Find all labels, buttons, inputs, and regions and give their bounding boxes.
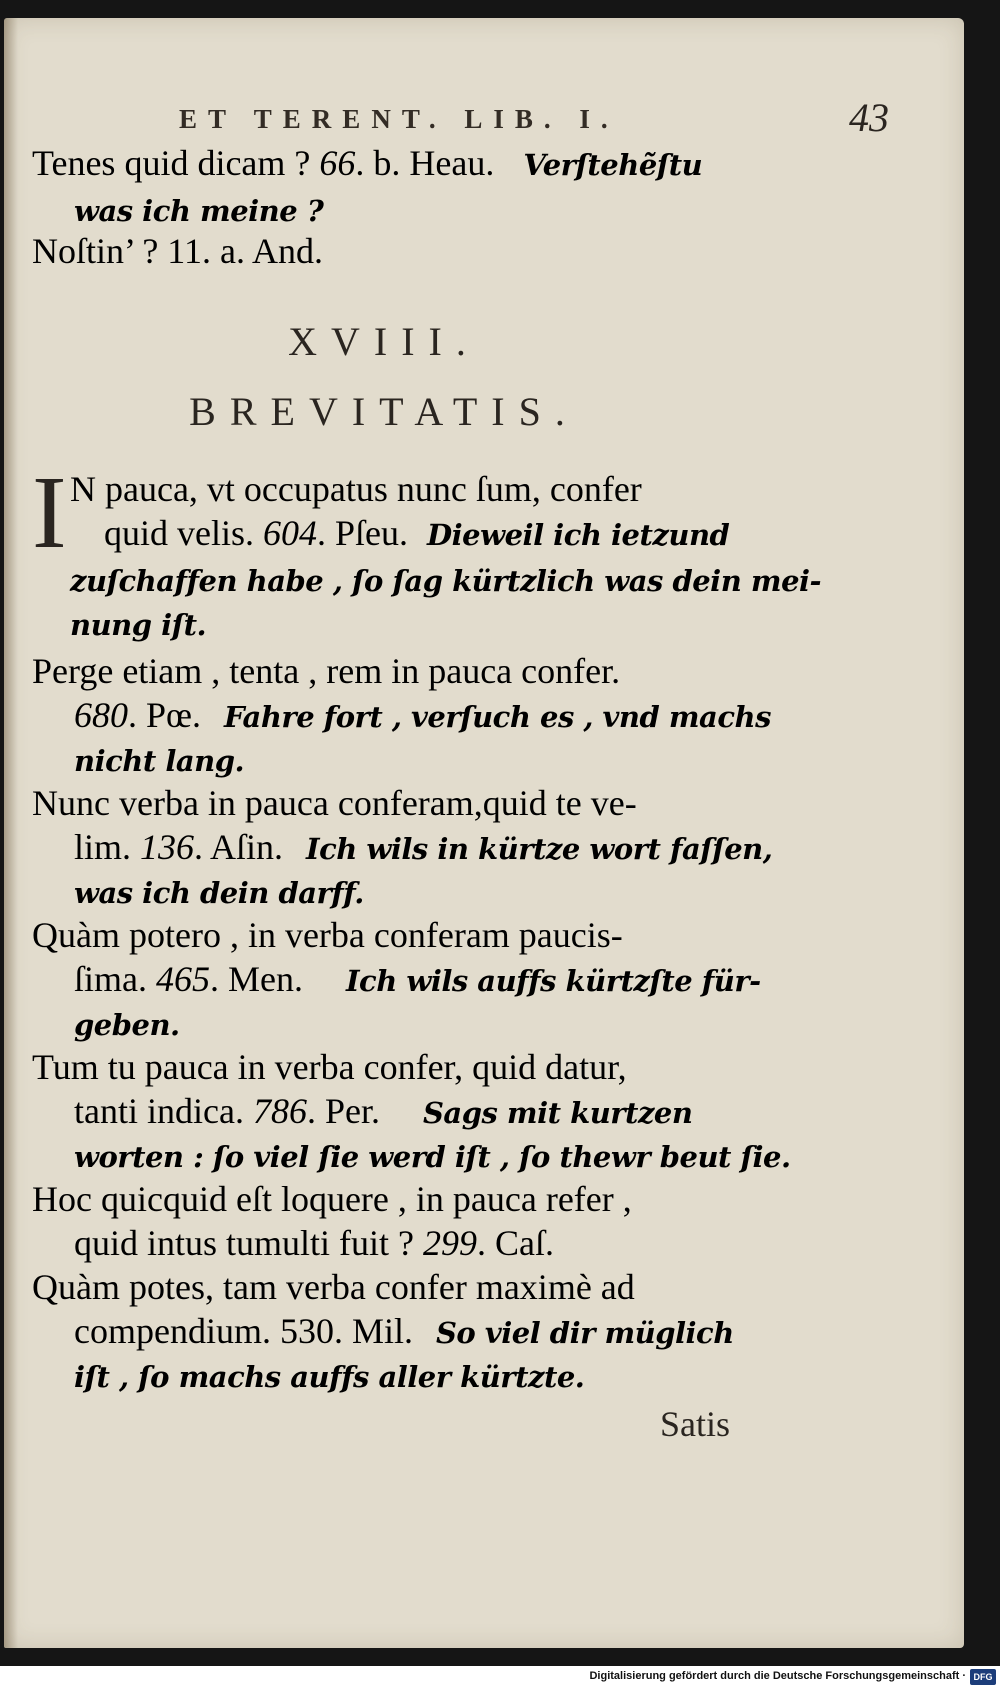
text-line	[74, 1002, 180, 1046]
reference-number: 66	[319, 143, 356, 183]
german-translation: worten : ſo viel ſie werd iſt , ſo thewr beut ſie.	[74, 1140, 791, 1174]
german-translation: zuſchaffen habe , ſo ſag kürtzlich was dein mei-	[70, 564, 822, 598]
german-translation: Ich wils in kürtze wort faſſen,	[306, 832, 773, 866]
german-translation: Sags mit kurtzen	[422, 1096, 693, 1130]
footer-bar	[0, 1666, 1000, 1691]
latin-text: ſima.	[74, 959, 156, 999]
latin-text: . Men.	[209, 959, 303, 999]
text-line	[74, 694, 771, 738]
dfg-logo-icon: DFG	[970, 1669, 996, 1685]
latin-text: Quàm potes, tam verba confer maximè ad	[32, 1267, 635, 1307]
german-translation: Ich wils auffs kürtzſte für-	[345, 964, 761, 998]
german-translation: Fahre fort , verſuch es , vnd machs	[224, 700, 771, 734]
german-translation: nicht lang.	[74, 744, 245, 778]
drop-cap: I	[32, 455, 67, 570]
text-line	[32, 142, 702, 186]
text-line	[32, 782, 637, 824]
latin-text: N pauca, vt occupatus nunc ſum, confer	[70, 469, 642, 509]
book-page	[4, 18, 964, 1648]
latin-text: . Caſ.	[477, 1223, 554, 1263]
latin-text: . Pſeu.	[317, 513, 409, 553]
text-line	[74, 826, 772, 870]
text-line	[32, 650, 620, 692]
section-title: BREVITATIS.	[189, 389, 579, 434]
german-translation: So viel dir müglich	[435, 1316, 734, 1350]
latin-text: quid velis.	[104, 513, 263, 553]
latin-text: quid intus tumulti fuit ?	[74, 1223, 423, 1263]
text-line	[32, 914, 623, 956]
reference-number: 299	[423, 1223, 477, 1263]
text-line	[74, 1134, 791, 1178]
running-title: ET TERENT. LIB. I.	[179, 104, 619, 134]
text-line	[70, 468, 642, 510]
text-line	[32, 1046, 627, 1088]
german-translation: iſt , ſo machs auffs aller kürtzte.	[74, 1360, 585, 1394]
latin-text: . Aſin.	[194, 827, 284, 867]
german-translation: geben.	[74, 1008, 180, 1042]
text-line	[74, 1090, 692, 1134]
funding-credit: Digitalisierung gefördert durch die Deutsche Forschungsgemeinschaft ·	[589, 1670, 966, 1682]
page-number: 43	[849, 95, 889, 140]
reference-number: 786	[252, 1091, 307, 1131]
text-line	[70, 558, 821, 602]
text-line	[74, 188, 323, 232]
german-translation: was ich meine ?	[74, 194, 324, 228]
text-line	[74, 958, 761, 1002]
german-translation: Dieweil ich ietzund	[427, 518, 730, 552]
german-translation: Verſtehẽſtu	[523, 148, 703, 182]
text-line	[32, 230, 323, 272]
latin-text: Nunc verba in pauca conferam,quid te ve-	[32, 783, 637, 823]
reference-number: 465	[155, 959, 210, 999]
latin-text: Perge etiam , tenta , rem in pauca confer.	[32, 651, 621, 691]
reference-number: 680	[74, 695, 128, 735]
latin-text: Noſtin’ ? 11. a. And.	[32, 231, 323, 271]
text-line	[32, 1266, 635, 1308]
latin-text: Tum tu pauca in verba confer, quid datur,	[32, 1047, 627, 1087]
page-header	[179, 90, 899, 140]
german-translation: nung iſt.	[70, 608, 207, 642]
text-line	[104, 512, 729, 556]
latin-text: lim.	[74, 827, 141, 867]
text-line	[74, 1310, 734, 1354]
latin-text: Hoc quicquid eſt loquere , in pauca refer ,	[32, 1179, 632, 1219]
text-line	[74, 1354, 584, 1398]
latin-text: . b. Heau.	[355, 143, 495, 183]
catchword: Satis	[660, 1404, 731, 1444]
latin-text: Tenes quid dicam ?	[32, 143, 320, 183]
latin-text: compendium. 530. Mil.	[74, 1311, 413, 1351]
text-line	[32, 1178, 632, 1220]
text-line	[74, 1222, 554, 1264]
text-line	[74, 738, 244, 782]
text-line	[70, 602, 206, 646]
latin-text: tanti indica.	[74, 1091, 253, 1131]
latin-text: . Per.	[306, 1091, 380, 1131]
latin-text: . Pœ.	[128, 695, 202, 735]
latin-text: Quàm potero , in verba conferam paucis-	[32, 915, 623, 955]
reference-number: 136	[140, 827, 195, 867]
section-number: XVIII.	[288, 319, 480, 364]
reference-number: 604	[263, 513, 317, 553]
text-line	[74, 870, 364, 914]
german-translation: was ich dein darff.	[74, 876, 364, 910]
